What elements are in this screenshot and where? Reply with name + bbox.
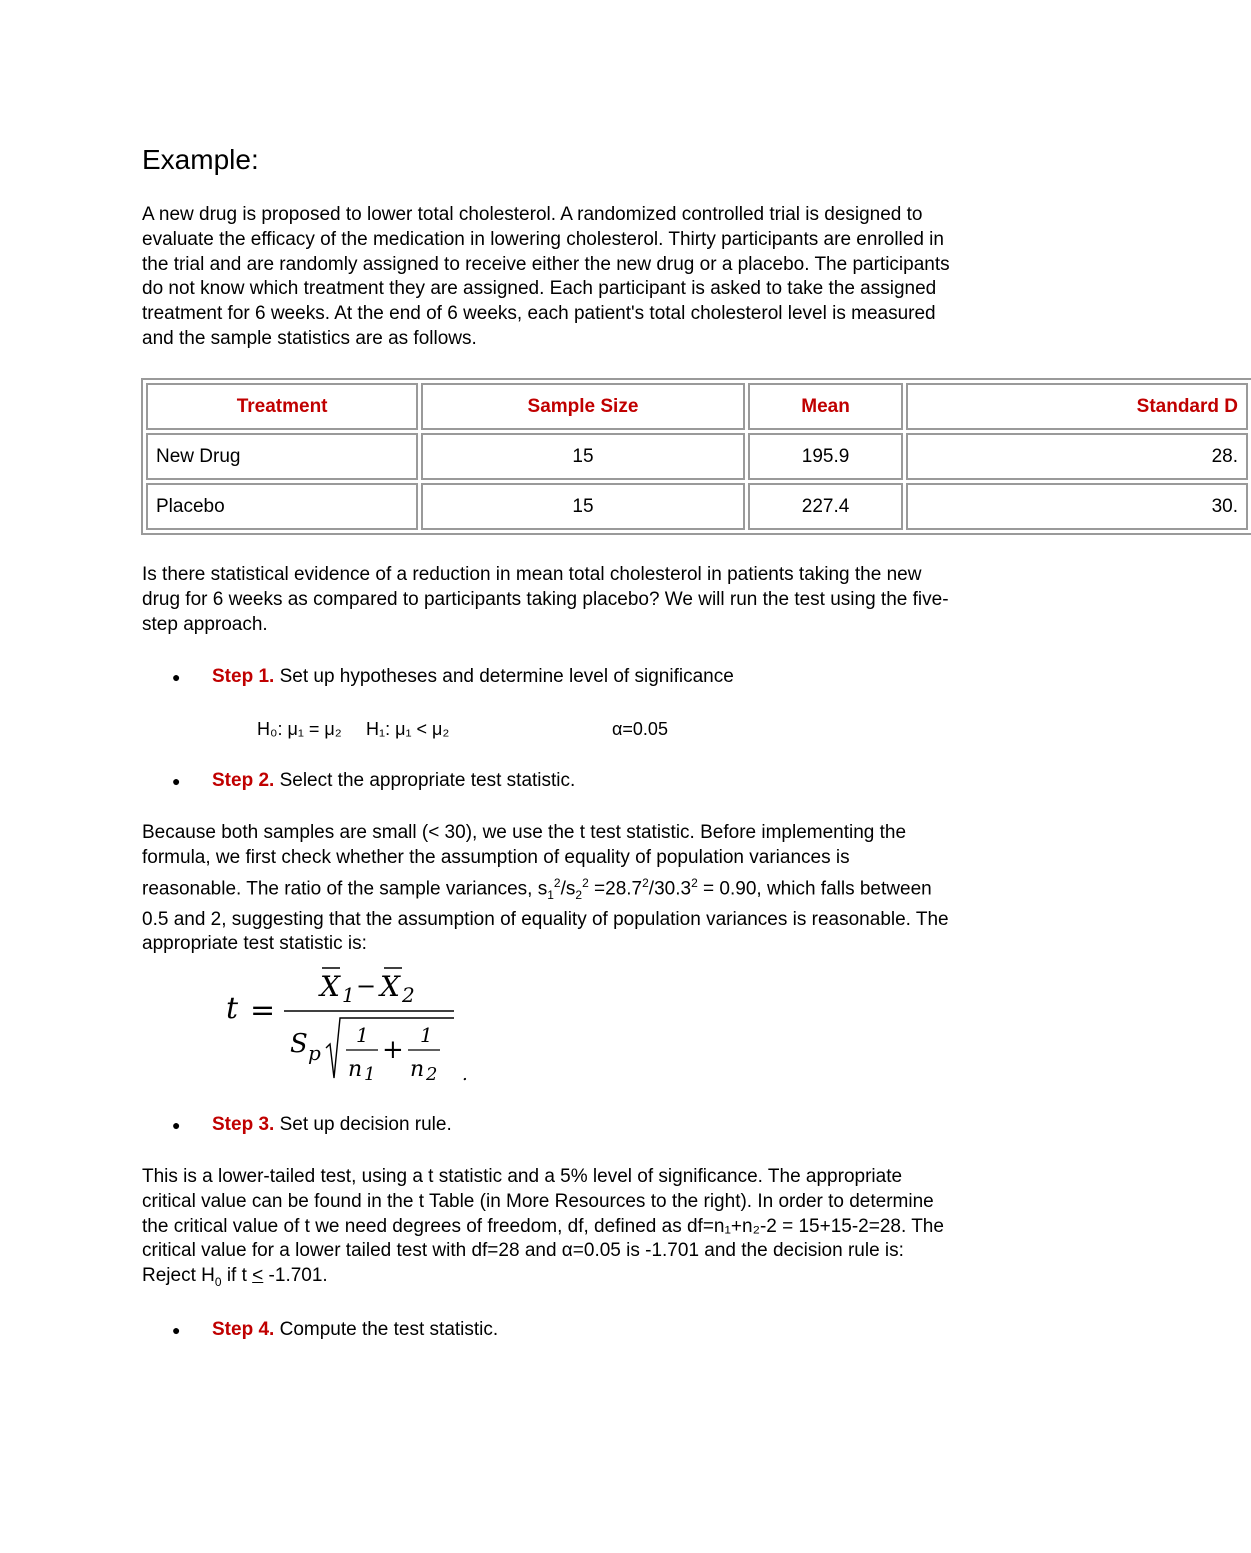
formula-n1: n bbox=[348, 1057, 363, 1082]
step-label: Step 3. bbox=[212, 1114, 275, 1136]
step-3-paragraph bbox=[142, 1165, 1087, 1295]
bullet-icon: ● bbox=[172, 1322, 181, 1338]
bullet-icon: ● bbox=[172, 773, 181, 789]
step2-line: formula, we first check whether the assumption of equality of population variances is bbox=[142, 846, 850, 868]
null-hypothesis: H₀: μ₁ = μ₂ bbox=[257, 719, 342, 739]
intro-paragraph bbox=[142, 203, 1087, 352]
cell-standard-deviation: 28. bbox=[906, 433, 1248, 480]
table-row bbox=[146, 483, 1248, 530]
intro-line: A new drug is proposed to lower total cholesterol. A randomized controlled trial is designed to bbox=[142, 204, 923, 225]
step3-line: critical value for a lower tailed test with df=28 and α=0.05 is -1.701 and the decision rule is: bbox=[142, 1240, 904, 1262]
step-4-item bbox=[172, 1317, 498, 1343]
formula-x2-sub: 2 bbox=[402, 983, 415, 1007]
page-title: Example: bbox=[142, 144, 259, 175]
formula-t: t bbox=[226, 991, 239, 1026]
formula-sp-sub: p bbox=[308, 1041, 321, 1065]
bullet-icon: ● bbox=[172, 669, 181, 685]
t-statistic-formula bbox=[222, 960, 482, 1090]
step-label: Step 2. bbox=[212, 770, 275, 792]
cell-sample-size: 15 bbox=[421, 433, 744, 480]
formula-period: . bbox=[462, 1064, 468, 1085]
intro-line: do not know which treatment they are assigned. Each participant is asked to take the assigned bbox=[142, 278, 937, 300]
formula-n2-sub: 2 bbox=[426, 1064, 438, 1085]
intro-line: and the sample statistics are as follows. bbox=[142, 327, 477, 349]
intro-line: evaluate the efficacy of the medication in lowering cholesterol. Thirty participants are enrolled in bbox=[142, 228, 944, 250]
alpha-level: α=0.05 bbox=[612, 719, 668, 739]
header-mean: Mean bbox=[748, 383, 904, 430]
intro-line: the trial and are randomly assigned to receive either the new drug or a placebo. The participants bbox=[142, 253, 950, 275]
step2-ratio-line: reasonable. The ratio of the sample variances, $s_1^2/s_2^2 =28.7^2/30.3^2 = 0.90$, which falls between bbox=[142, 875, 932, 902]
formula-n2: n bbox=[410, 1057, 425, 1082]
formula-x2: X bbox=[380, 970, 400, 1003]
question-line: step approach. bbox=[142, 613, 268, 635]
step-2-paragraph bbox=[142, 821, 1087, 957]
cell-standard-deviation: 30. bbox=[906, 483, 1248, 530]
step-text: Compute the test statistic. bbox=[274, 1319, 499, 1341]
alternative-hypothesis: H₁: μ₁ < μ₂ bbox=[366, 719, 450, 739]
formula-x1: X bbox=[320, 970, 340, 1003]
table-row bbox=[146, 433, 1248, 480]
question-line: Is there statistical evidence of a reduction in mean total cholesterol in patients taking the new bbox=[142, 564, 922, 585]
decision-rule-line: Reject $H_0$ if t < -1.701. bbox=[142, 1265, 328, 1289]
step-text: Set up hypotheses and determine level of significance bbox=[274, 666, 734, 688]
header-treatment: Treatment bbox=[146, 383, 418, 430]
formula-sp: S bbox=[290, 1029, 308, 1059]
cell-mean: 195.9 bbox=[748, 433, 904, 480]
step2-line: 0.5 and 2, suggesting that the assumption of equality of population variances is reasonable. The bbox=[142, 908, 949, 930]
cell-treatment: Placebo bbox=[146, 483, 418, 530]
formula-plus: + bbox=[382, 1035, 404, 1065]
step3-line: critical value can be found in the t Table (in More Resources to the right). In order to determine bbox=[142, 1190, 934, 1212]
intro-line: treatment for 6 weeks. At the end of 6 weeks, each patient's total cholesterol level is measured bbox=[142, 303, 936, 325]
cell-sample-size: 15 bbox=[421, 483, 744, 530]
step2-line: Because both samples are small (< 30), we use the t test statistic. Before implementing the bbox=[142, 822, 907, 843]
step3-line: This is a lower-tailed test, using a t statistic and a 5% level of significance. The appropriate bbox=[142, 1166, 903, 1187]
formula-n1-sub: 1 bbox=[364, 1064, 376, 1085]
cell-treatment: New Drug bbox=[146, 433, 418, 480]
question-line: drug for 6 weeks as compared to participants taking placebo? We will run the test using the five- bbox=[142, 588, 949, 610]
step3-line: the critical value of t we need degrees of freedom, df, defined as df=n₁+n₂-2 = 15+15-2=28. The bbox=[142, 1215, 944, 1237]
step-label: Step 4. bbox=[212, 1319, 275, 1341]
formula-one-b: 1 bbox=[420, 1023, 433, 1047]
table-header-row bbox=[146, 383, 1248, 430]
step-2-item bbox=[172, 768, 575, 794]
step-text: Set up decision rule. bbox=[274, 1114, 452, 1136]
step-label: Step 1. bbox=[212, 666, 275, 688]
header-standard-deviation: Standard D bbox=[906, 383, 1248, 430]
bullet-icon: ● bbox=[172, 1117, 181, 1133]
formula-x1-sub: 1 bbox=[342, 983, 355, 1007]
step-text: Select the appropriate test statistic. bbox=[274, 770, 576, 792]
sample-statistics-table bbox=[141, 378, 1241, 532]
step-3-item bbox=[172, 1112, 452, 1138]
header-sample-size: Sample Size bbox=[421, 383, 744, 430]
step2-line: appropriate test statistic is: bbox=[142, 933, 367, 955]
formula-minus: − bbox=[356, 972, 377, 1000]
cell-mean: 227.4 bbox=[748, 483, 904, 530]
formula-equals: = bbox=[250, 993, 276, 1028]
formula-one-a: 1 bbox=[356, 1023, 369, 1047]
step-1-item bbox=[172, 664, 734, 690]
question-paragraph bbox=[142, 563, 1087, 637]
